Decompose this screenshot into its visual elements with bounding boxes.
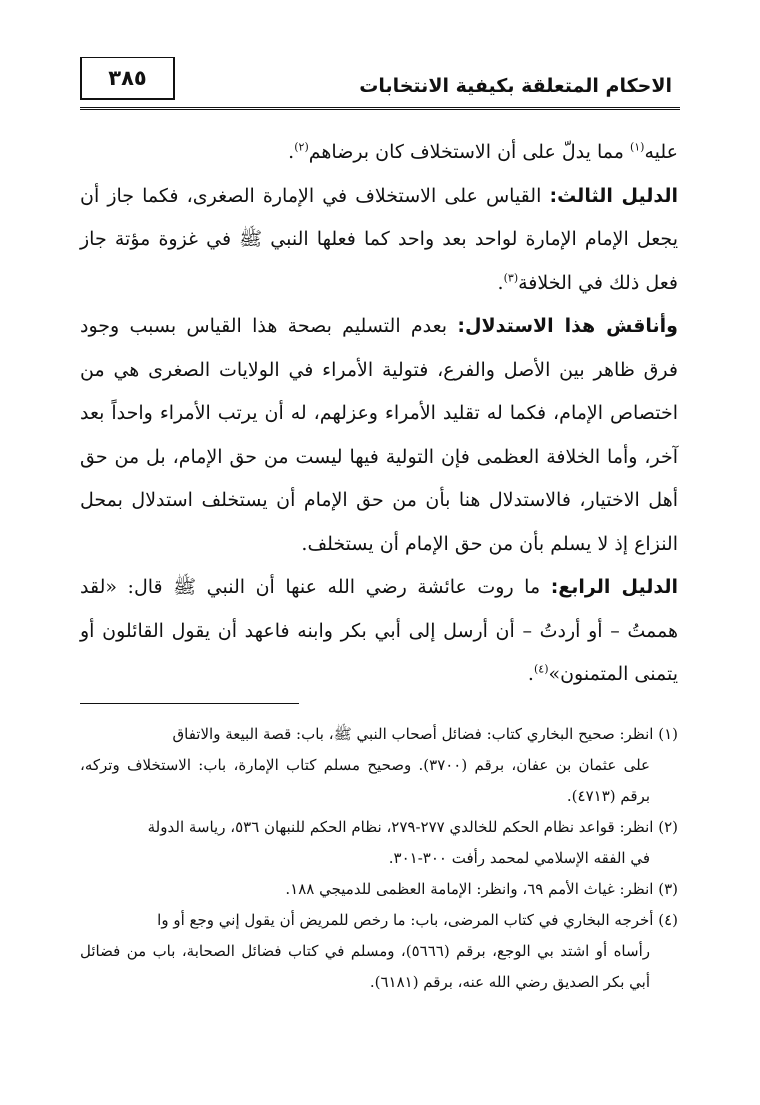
evidence-four-heading: الدليل الرابع: bbox=[550, 576, 678, 598]
footnote-2 bbox=[80, 812, 678, 843]
footnote-1-continuation: على عثمان بن عفان، برقم (٣٧٠٠). وصحيح مسلم كتاب الإمارة، باب: الاستخلاف وتركه، برقم (٤٧١٣). bbox=[80, 756, 650, 805]
paragraph-3-text: بعدم التسليم بصحة هذا القياس بسبب وجود فرق ظاهر بين الأصل والفرع، فتولية الأمراء في الولايات الصغرى هي من اختصاص الإمام، فكما له تقليد الأمراء وعزلهم، له أن يرتب الأمراء واحداً بعد آخر، وأما الخلافة العظمى فإن التولية فيها ليست من حق الإمام، بل من حق أهل الاختيار، فالاستدلال هنا بأن من حق الإمام أن يستخلف استدلال بمحل النزاع إذ لا يسلم بأن من حق الإمام أن يستخلف. bbox=[80, 315, 678, 555]
footnote-3-first-line: (٣) انظر: غياث الأمم ٦٩، وانظر: الإمامة العظمى للدميجي ١٨٨. bbox=[285, 880, 678, 898]
paragraph-4-text: ما روت عائشة رضي الله عنها أن النبي ﷺ قال: «لقد هممتُ – أو أردتُ – أن أرسل إلى أبي بكر وابنه فاعهد أن يقول القائلون أو يتمنى المتمنون» bbox=[80, 576, 678, 685]
page-header bbox=[80, 57, 680, 110]
main-text bbox=[80, 131, 678, 697]
paragraph-4-end: . bbox=[527, 663, 534, 685]
footnote-ref-1: (١) bbox=[629, 140, 645, 154]
footnote-separator bbox=[80, 703, 299, 704]
running-title: الاحكام المتعلقة بكيفية الانتخابات bbox=[359, 75, 672, 97]
footnotes bbox=[80, 719, 678, 998]
paragraph-2-text: القياس على الاستخلاف في الإمارة الصغرى، فكما جاز أن يجعل الإمام الإمارة لواحد بعد واحد كما فعلها النبي ﷺ في غزوة مؤتة جاز فعل ذلك في الخلافة bbox=[80, 184, 678, 294]
paragraph-1-end: . bbox=[288, 141, 295, 163]
footnote-ref-2: (٢) bbox=[294, 140, 309, 154]
paragraph-1-text-a: عليه bbox=[644, 141, 678, 163]
footnote-1 bbox=[80, 719, 678, 750]
rebuttal-heading: وأناقش هذا الاستدلال: bbox=[457, 315, 678, 337]
page-number: ٣٨٥ bbox=[80, 57, 175, 100]
header-rule bbox=[80, 107, 680, 110]
evidence-three-heading: الدليل الثالث: bbox=[549, 184, 678, 207]
footnote-1-first-line: (١) انظر: صحيح البخاري كتاب: فضائل أصحاب النبي ﷺ، باب: قصة البيعة والاتفاق bbox=[172, 725, 678, 743]
paragraph-4 bbox=[80, 566, 678, 697]
paragraph-1 bbox=[80, 131, 678, 175]
footnote-4-continuation: رأساه أو اشتد بي الوجع، برقم (٥٦٦٦)، ومسلم في كتاب فضائل الصحابة، باب من فضائل أبي بكر الصديق رضي الله عنه، برقم (٦١٨١). bbox=[80, 942, 650, 991]
paragraph-3 bbox=[80, 305, 678, 566]
footnote-3 bbox=[80, 874, 678, 905]
footnote-ref-4: (٤) bbox=[533, 662, 549, 676]
paragraph-2 bbox=[80, 175, 678, 306]
footnote-2-first-line: (٢) انظر: قواعد نظام الحكم للخالدي ٢٧٧-٢٧٩، نظام الحكم للنبهان ٥٣٦، رياسة الدولة bbox=[147, 818, 678, 836]
paragraph-1-text-b: مما يدلّ على أن الاستخلاف كان برضاهم bbox=[308, 141, 630, 163]
footnote-4 bbox=[80, 905, 678, 936]
footnote-4-first-line: (٤) أخرجه البخاري في كتاب المرضى، باب: ما رخص للمريض أن يقول إني وجع أو وا bbox=[157, 911, 678, 929]
paragraph-2-end: . bbox=[497, 271, 504, 294]
footnote-2-continuation: في الفقه الإسلامي لمحمد رأفت ٣٠٠-٣٠١. bbox=[388, 849, 650, 867]
footnote-ref-3: (٣) bbox=[503, 271, 519, 285]
